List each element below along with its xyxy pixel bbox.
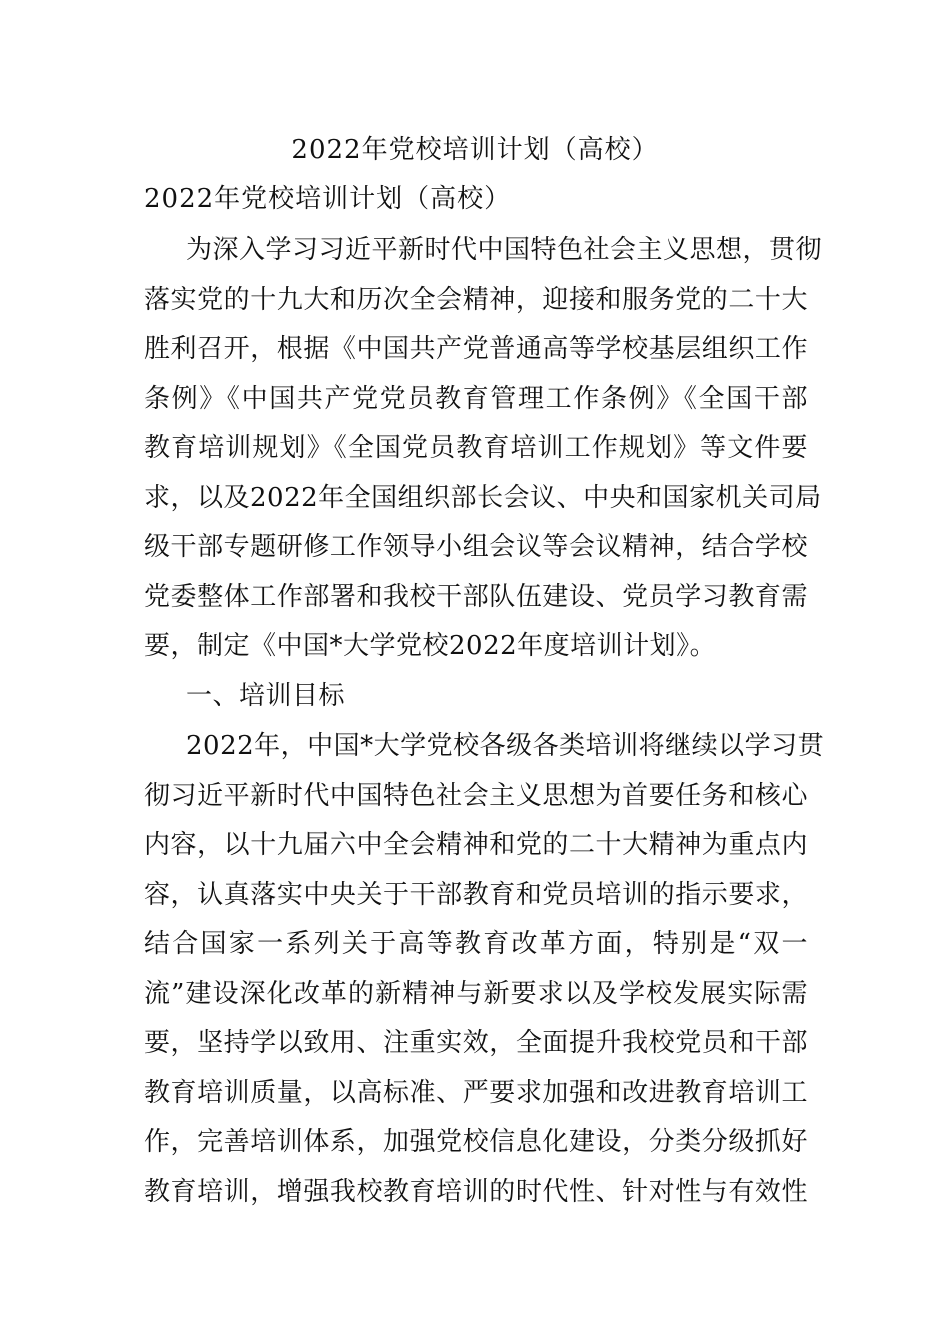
paragraph-training-goals [144,722,825,1217]
text-line: 彻习近平新时代中国特色社会主义思想为首要任务和核心 [144,780,808,811]
text-line: 落实党的十九大和历次全会精神，迎接和服务党的二十大 [144,284,808,315]
document-subtitle: 2022年党校培训计划（高校） [144,184,512,214]
text-line: 求，以及2022年全国组织部长会议、中央和国家机关司局 [144,482,822,513]
text-line: 内容，以十九届六中全会精神和党的二十大精神为重点内 [144,830,808,860]
text-line: 要，制定《中国*大学党校2022年度培训计划》。 [144,631,717,661]
paragraph-intro [144,226,823,672]
text-line: 要，坚持学以致用、注重实效，全面提升我校党员和干部 [144,1028,808,1058]
text-line: 容，认真落实中央关于干部教育和党员培训的指示要求， [144,879,808,910]
text-line: 教育培训质量，以高标准、严要求加强和改进教育培训工 [144,1077,808,1108]
section-heading-text: 一、培训目标 [186,681,346,711]
text-line: 条例》《中国共产党党员教育管理工作条例》《全国干部 [144,383,808,414]
text-line: 级干部专题研修工作领导小组会议等会议精神，结合学校 [144,532,808,562]
text-line: 结合国家一系列关于高等教育改革方面，特别是“双一 [144,929,808,959]
text-line: 教育培训规划》《全国党员教育培训工作规划》等文件要 [144,433,808,463]
section-heading [144,672,808,722]
text-line: 流”建设深化改革的新精神与新要求以及学校发展实际需 [144,978,808,1009]
text-line: 2022年，中国*大学党校各级各类培训将继续以学习贯 [186,731,825,761]
text-line: 胜利召开，根据《中国共产党普通高等学校基层组织工作 [144,334,808,364]
document-title: 2022年党校培训计划（高校） [291,135,659,165]
text-line: 作，完善培训体系，加强党校信息化建设，分类分级抓好 [144,1127,808,1157]
text-line: 党委整体工作部署和我校干部队伍建设、党员学习教育需 [144,581,808,612]
text-line: 为深入学习习近平新时代中国特色社会主义思想，贯彻 [186,235,823,265]
text-line: 教育培训，增强我校教育培训的时代性、针对性与有效性 [144,1176,808,1207]
